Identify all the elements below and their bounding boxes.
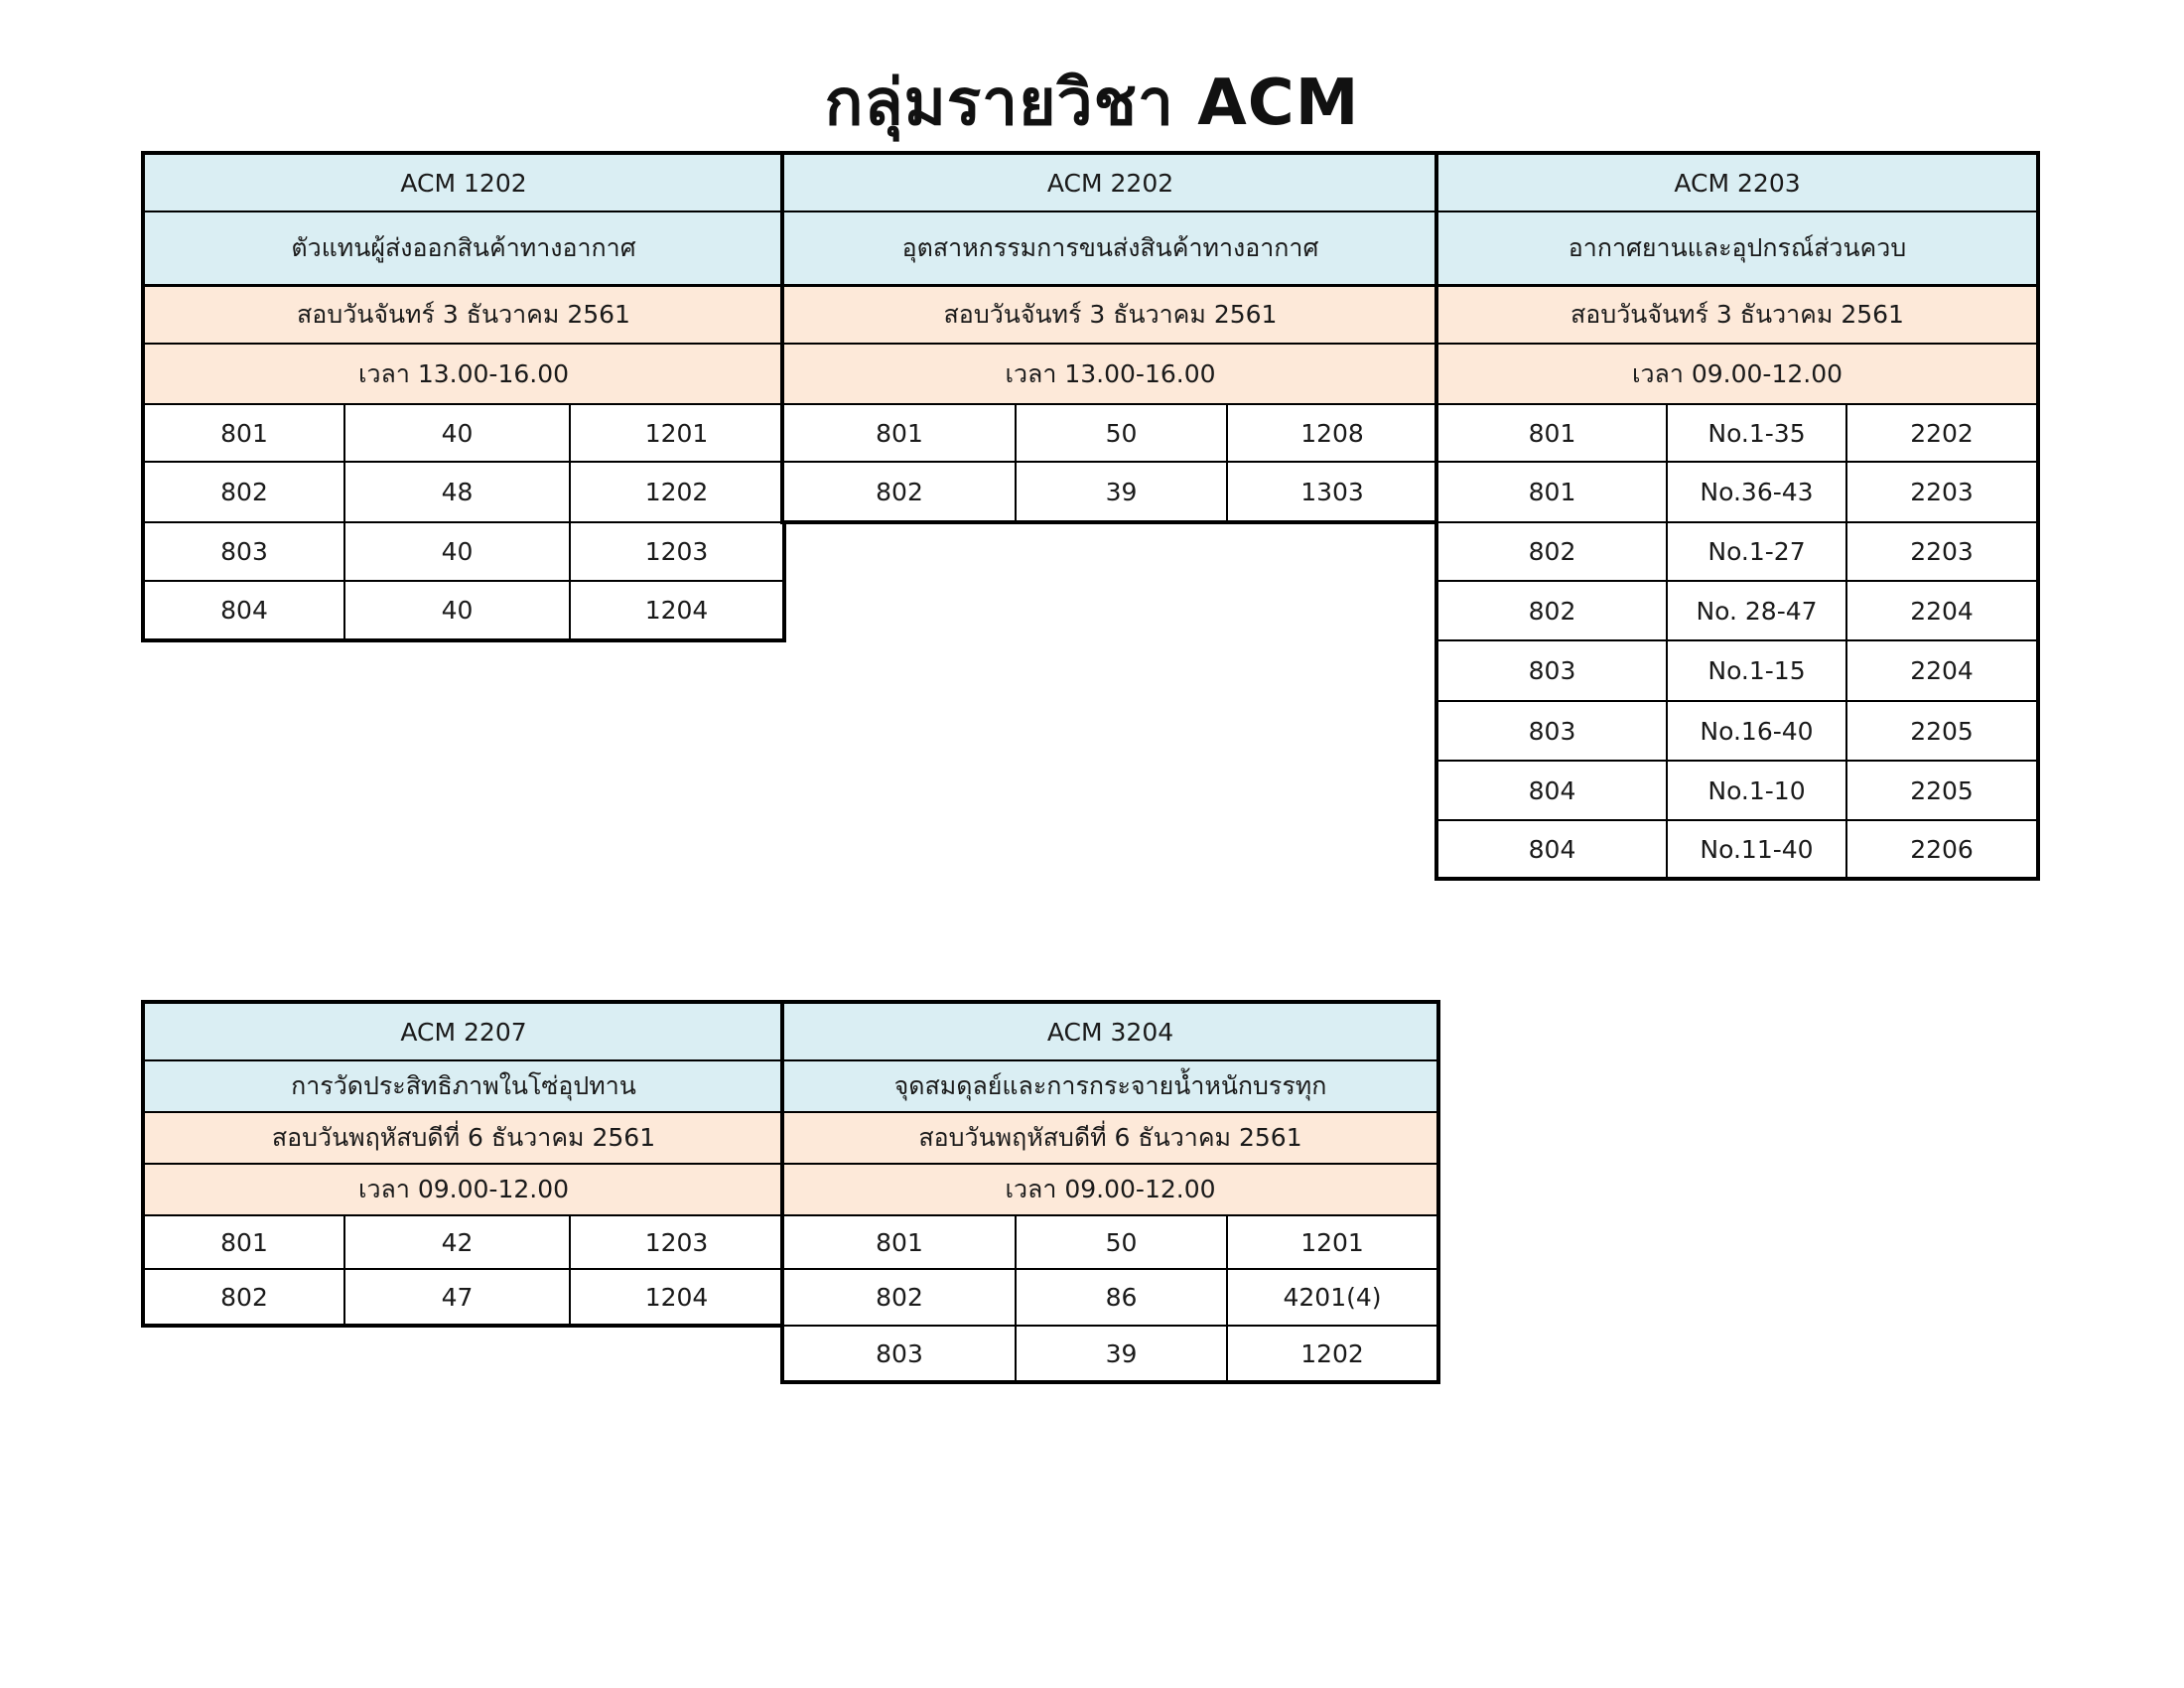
students-cell: No.11-40 [1667, 820, 1846, 879]
table-row [143, 581, 784, 640]
room-cell: 2202 [1846, 404, 2038, 462]
room-cell: 1208 [1227, 404, 1438, 462]
exam-block-acm-2202 [780, 151, 1440, 524]
students-cell: No.1-27 [1667, 522, 1846, 581]
exam-time: เวลา 09.00-12.00 [143, 1164, 784, 1215]
section-cell: 803 [1436, 701, 1667, 761]
room-cell: 1303 [1227, 462, 1438, 522]
exam-time: เวลา 09.00-12.00 [1436, 344, 2038, 404]
table-row [1436, 820, 2038, 879]
table-row [782, 1215, 1438, 1269]
students-cell: 50 [1016, 1215, 1227, 1269]
course-name: การวัดประสิทธิภาพในโซ่อุปทาน [143, 1060, 784, 1112]
exam-date: สอบวันพฤหัสบดีที่ 6 ธันวาคม 2561 [143, 1112, 784, 1164]
exam-block-acm-2203 [1434, 151, 2040, 881]
table-row [143, 462, 784, 522]
section-cell: 801 [1436, 462, 1667, 522]
section-cell: 803 [1436, 640, 1667, 701]
section-cell: 802 [1436, 522, 1667, 581]
room-cell: 1204 [570, 1269, 784, 1326]
section-cell: 804 [1436, 761, 1667, 820]
table-row [143, 1269, 784, 1326]
section-cell: 802 [1436, 581, 1667, 640]
table-row [143, 404, 784, 462]
students-cell: 39 [1016, 1326, 1227, 1382]
students-cell: No.1-15 [1667, 640, 1846, 701]
students-cell: 40 [344, 404, 570, 462]
course-code: ACM 3204 [782, 1002, 1438, 1060]
course-code: ACM 2202 [782, 153, 1438, 211]
exam-time: เวลา 13.00-16.00 [143, 344, 784, 404]
room-cell: 2203 [1846, 522, 2038, 581]
table-row [143, 522, 784, 581]
room-cell: 1203 [570, 1215, 784, 1269]
page-title: กลุ่มรายวิชา ACM [824, 67, 1360, 140]
exam-date: สอบวันพฤหัสบดีที่ 6 ธันวาคม 2561 [782, 1112, 1438, 1164]
section-cell: 801 [143, 404, 344, 462]
table-row [782, 1326, 1438, 1382]
students-cell: 40 [344, 522, 570, 581]
room-cell: 2203 [1846, 462, 2038, 522]
table-row [1436, 640, 2038, 701]
exam-block-acm-2207 [141, 1000, 786, 1328]
students-cell: 86 [1016, 1269, 1227, 1326]
table-row [143, 1215, 784, 1269]
table-row [782, 404, 1438, 462]
exam-block-acm-3204 [780, 1000, 1440, 1384]
exam-date: สอบวันจันทร์ 3 ธันวาคม 2561 [782, 285, 1438, 344]
course-name: ตัวแทนผู้ส่งออกสินค้าทางอากาศ [143, 211, 784, 285]
students-cell: 48 [344, 462, 570, 522]
students-cell: No.36-43 [1667, 462, 1846, 522]
room-cell: 2205 [1846, 761, 2038, 820]
exam-date: สอบวันจันทร์ 3 ธันวาคม 2561 [1436, 285, 2038, 344]
course-name: จุดสมดุลย์และการกระจายน้ำหนักบรรทุก [782, 1060, 1438, 1112]
exam-date: สอบวันจันทร์ 3 ธันวาคม 2561 [143, 285, 784, 344]
table-row [782, 1269, 1438, 1326]
section-cell: 802 [143, 1269, 344, 1326]
table-row [1436, 522, 2038, 581]
section-cell: 801 [782, 404, 1016, 462]
course-name: อากาศยานและอุปกรณ์ส่วนควบ [1436, 211, 2038, 285]
room-cell: 1202 [1227, 1326, 1438, 1382]
course-code: ACM 2207 [143, 1002, 784, 1060]
room-cell: 2204 [1846, 581, 2038, 640]
course-code: ACM 2203 [1436, 153, 2038, 211]
section-cell: 802 [143, 462, 344, 522]
section-cell: 802 [782, 462, 1016, 522]
table-row [1436, 761, 2038, 820]
room-cell: 1201 [570, 404, 784, 462]
students-cell: 47 [344, 1269, 570, 1326]
room-cell: 2206 [1846, 820, 2038, 879]
section-cell: 803 [782, 1326, 1016, 1382]
students-cell: 42 [344, 1215, 570, 1269]
exam-time: เวลา 09.00-12.00 [782, 1164, 1438, 1215]
students-cell: 39 [1016, 462, 1227, 522]
students-cell: No. 28-47 [1667, 581, 1846, 640]
students-cell: No.1-10 [1667, 761, 1846, 820]
section-cell: 801 [143, 1215, 344, 1269]
room-cell: 1202 [570, 462, 784, 522]
table-row [1436, 404, 2038, 462]
room-cell: 4201(4) [1227, 1269, 1438, 1326]
section-cell: 802 [782, 1269, 1016, 1326]
section-cell: 803 [143, 522, 344, 581]
students-cell: No.16-40 [1667, 701, 1846, 761]
room-cell: 1204 [570, 581, 784, 640]
table-row [1436, 701, 2038, 761]
exam-block-acm-1202 [141, 151, 786, 642]
section-cell: 804 [143, 581, 344, 640]
section-cell: 801 [1436, 404, 1667, 462]
students-cell: No.1-35 [1667, 404, 1846, 462]
table-row [1436, 462, 2038, 522]
section-cell: 804 [1436, 820, 1667, 879]
room-cell: 2204 [1846, 640, 2038, 701]
room-cell: 1201 [1227, 1215, 1438, 1269]
students-cell: 50 [1016, 404, 1227, 462]
section-cell: 801 [782, 1215, 1016, 1269]
students-cell: 40 [344, 581, 570, 640]
table-row [1436, 581, 2038, 640]
room-cell: 1203 [570, 522, 784, 581]
course-code: ACM 1202 [143, 153, 784, 211]
course-name: อุตสาหกรรมการขนส่งสินค้าทางอากาศ [782, 211, 1438, 285]
table-row [782, 462, 1438, 522]
exam-time: เวลา 13.00-16.00 [782, 344, 1438, 404]
room-cell: 2205 [1846, 701, 2038, 761]
